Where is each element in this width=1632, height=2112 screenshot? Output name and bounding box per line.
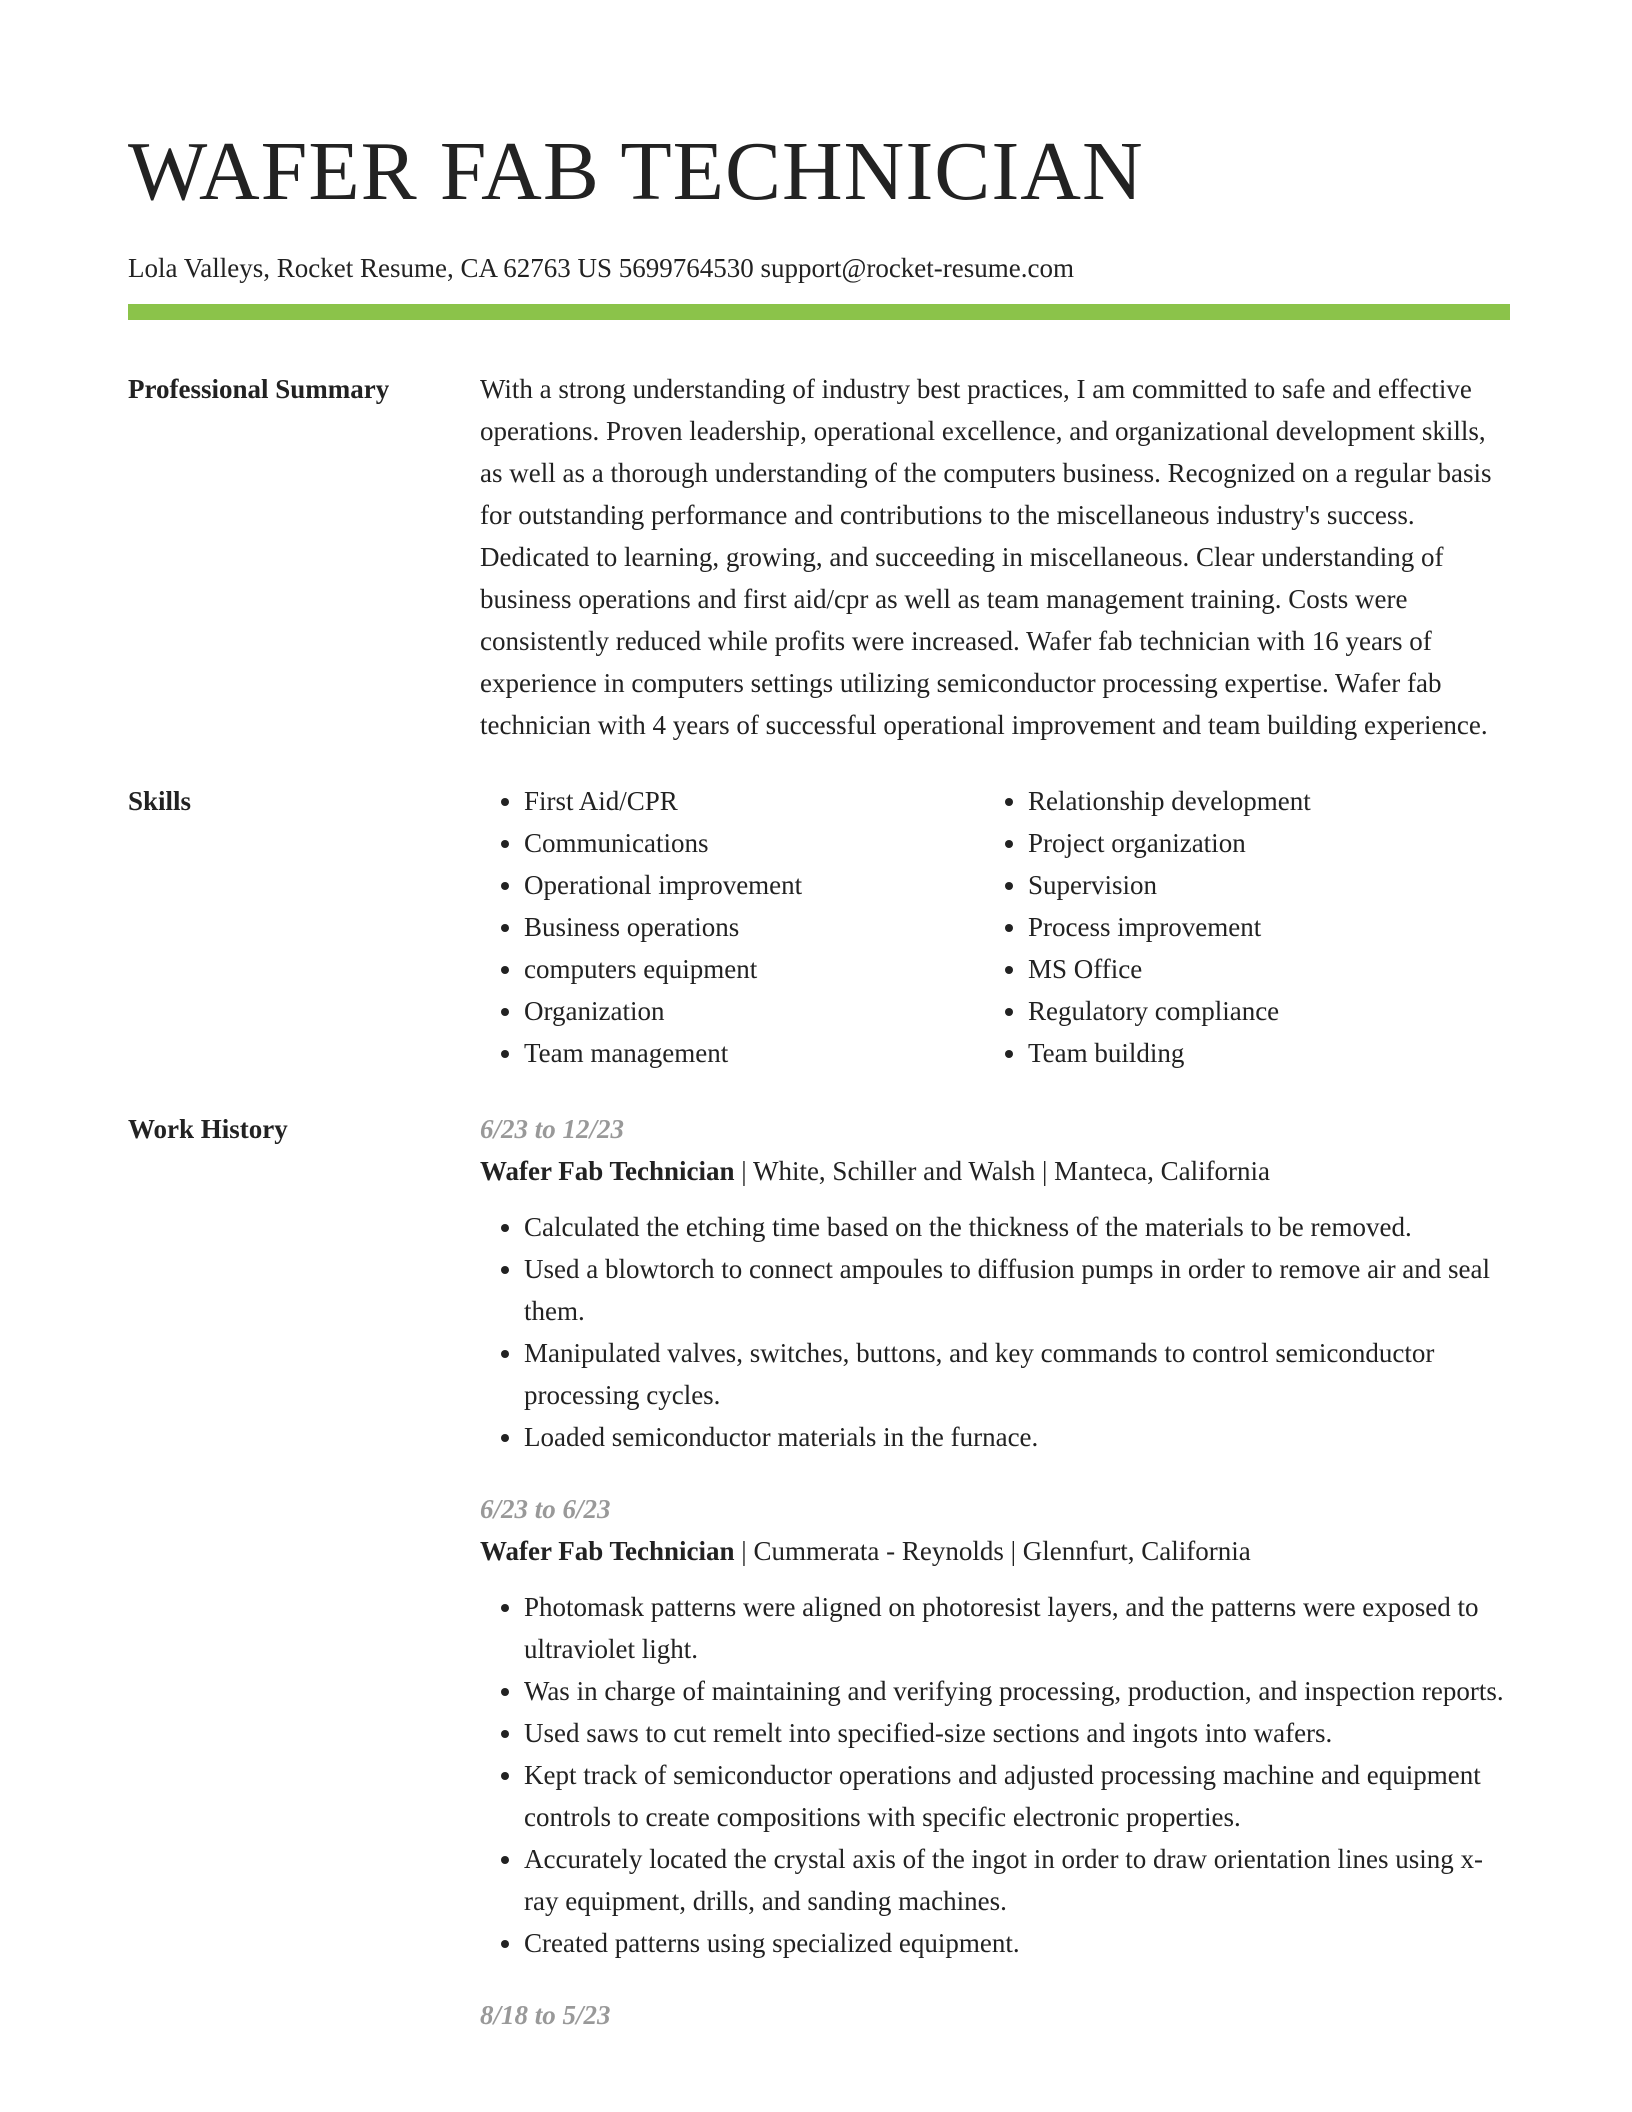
job-entry [480,1108,1510,1458]
skill-item: • Team building [1028,1032,1311,1074]
skill-item: • Business operations [524,906,984,948]
job-bullet: • Was in charge of maintaining and verifying processing, production, and inspection reports. [524,1670,1510,1712]
resume-title: WAFER FAB TECHNICIAN [128,125,1144,218]
skill-item: • Operational improvement [524,864,984,906]
skill-item: • First Aid/CPR [524,780,984,822]
job-bullet: • Loaded semiconductor materials in the furnace. [524,1416,1510,1458]
section-title-skills: Skills [128,786,192,816]
job-bullet: • Calculated the etching time based on the thickness of the materials to be removed. [524,1206,1510,1248]
job-employer-location: | Cummerata - Reynolds | Glennfurt, California [734,1536,1251,1566]
job-dates: 6/23 to 12/23 [480,1114,625,1144]
contact-info: Lola Valleys, Rocket Resume, CA 62763 US 5699764530 support@rocket-resume.com [128,253,1074,283]
job-bullet-list [480,1206,1510,1458]
job-title: Wafer Fab Technician [480,1536,735,1566]
job-bullet: • Used a blowtorch to connect ampoules to diffusion pumps in order to remove air and seal them. [524,1248,1510,1332]
section-title-work-history: Work History [128,1114,288,1144]
job-bullet: • Created patterns using specialized equipment. [524,1922,1510,1964]
job-bullet-list [480,1586,1510,1964]
skill-item: • Process improvement [1028,906,1311,948]
skill-item: • Supervision [1028,864,1311,906]
job-dates: 8/18 to 5/23 [480,2000,611,2030]
skill-item: • Relationship development [1028,780,1311,822]
job-bullet: • Used saws to cut remelt into specified-size sections and ingots into wafers. [524,1712,1510,1754]
job-bullet: • Manipulated valves, switches, buttons, and key commands to control semiconductor processing cycles. [524,1332,1510,1416]
skills-list-right [984,780,1311,1074]
skill-item: • computers equipment [524,948,984,990]
work-history-section [128,1108,1510,2066]
skill-item: • Project organization [1028,822,1311,864]
skill-item: • Regulatory compliance [1028,990,1311,1032]
skill-item: • Communications [524,822,984,864]
job-heading [480,1530,1510,1572]
professional-summary-section [128,368,1510,746]
job-bullet: • Photomask patterns were aligned on photoresist layers, and the patterns were exposed to ultraviolet light. [524,1586,1510,1670]
skill-item: • MS Office [1028,948,1311,990]
skill-item: • Organization [524,990,984,1032]
section-title-summary: Professional Summary [128,374,390,404]
job-dates: 6/23 to 6/23 [480,1494,611,1524]
skills-list-left [480,780,984,1074]
summary-text: With a strong understanding of industry best practices, I am committed to safe and effective operations. Proven leadership, operational excellence, and organizational development skills, as well as a thorough understanding of the computers business. Recognized on a regular basis for outstanding performance and contributions to the miscellaneous industry's success. Dedicated to learning, growing, and succeeding in miscellaneous. Clear understanding of business operations and first aid/cpr as well as team management training. Costs were consistently reduced while profits were increased. Wafer fab technician with 16 years of experience in computers settings utilizing semiconductor processing expertise. Wafer fab technician with 4 years of successful operational improvement and team building experience. [480,374,1492,740]
job-bullet: • Kept track of semiconductor operations and adjusted processing machine and equipment controls to create compositions with specific electronic properties. [524,1754,1510,1838]
header-divider [128,304,1510,320]
job-entry [480,1994,1510,2036]
job-bullet: • Accurately located the crystal axis of the ingot in order to draw orientation lines using x-ray equipment, drills, and sanding machines. [524,1838,1510,1922]
job-entry [480,1488,1510,1964]
job-title: Wafer Fab Technician [480,1156,735,1186]
job-employer-location: | White, Schiller and Walsh | Manteca, California [734,1156,1271,1186]
job-heading [480,1150,1510,1192]
skills-section [128,780,1510,1074]
skill-item: • Team management [524,1032,984,1074]
